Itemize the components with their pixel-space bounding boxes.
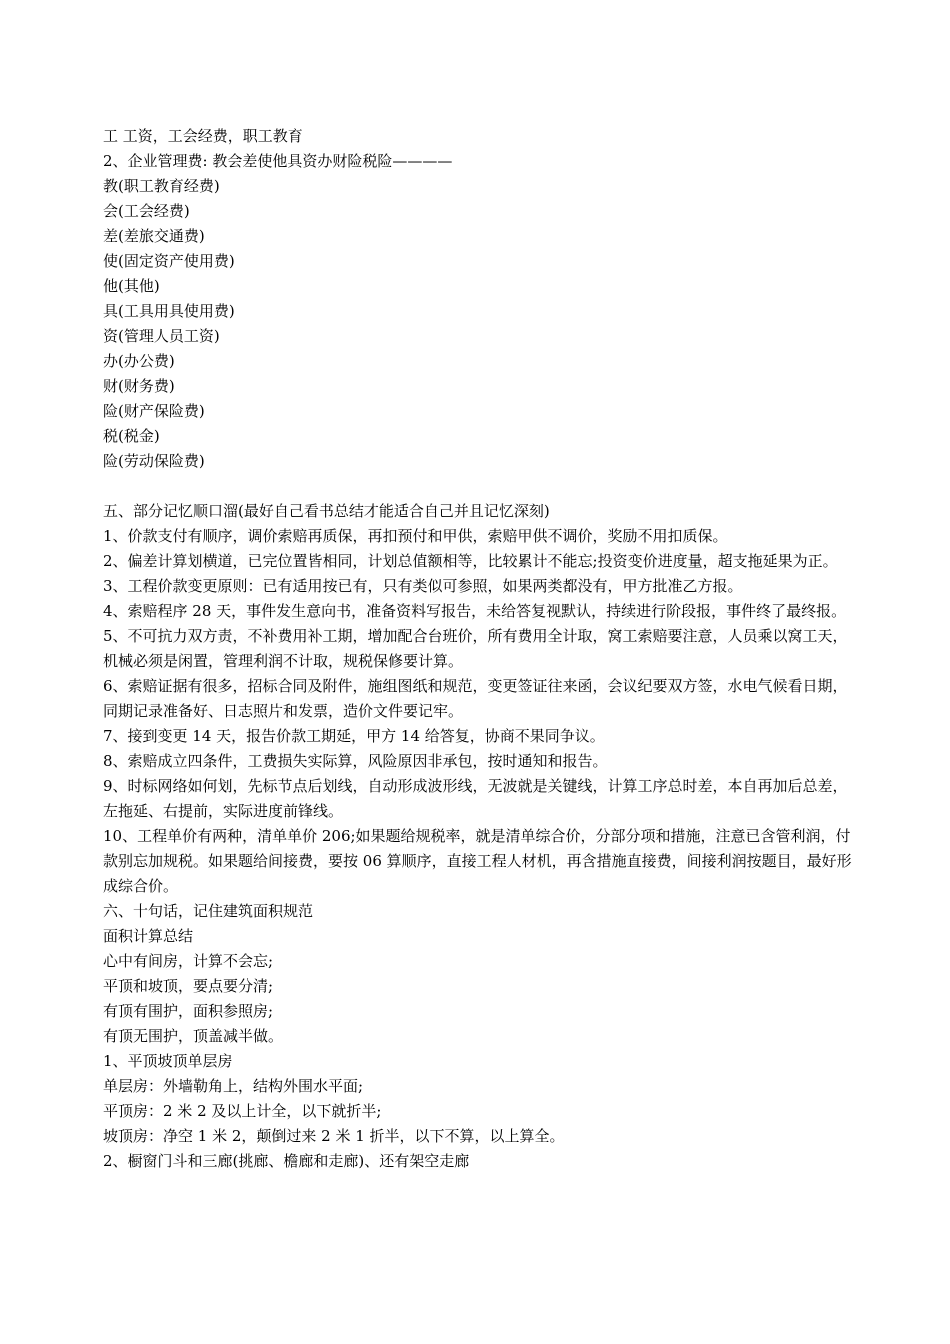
- document-page: [103, 124, 853, 1174]
- text-line: 差(差旅交通费): [103, 227, 205, 245]
- text-line: 6、索赔证据有很多，招标合同及附件，施组图纸和规范，变更签证往来函，会议纪要双方签，水电气候看日期，同期记录准备好、日志照片和发票，造价文件要记牢。: [103, 677, 848, 720]
- text-line: 单层房：外墙勒角上，结构外围水平面;: [103, 1077, 364, 1095]
- text-line: 3、工程价款变更原则：已有适用按已有，只有类似可参照，如果两类都没有，甲方批准乙方报。: [103, 577, 743, 595]
- text-line: 有顶无围护，顶盖减半做。: [103, 1027, 284, 1045]
- text-line: 平顶房：2 米 2 及以上计全，以下就折半;: [103, 1102, 382, 1120]
- text-line: 2、偏差计算划横道，已完位置皆相同，计划总值额相等，比较累计不能忘;投资变价进度量，超支拖延果为正。: [103, 552, 838, 570]
- text-line: 具(工具用具使用费): [103, 302, 235, 320]
- text-line: 财(财务费): [103, 377, 175, 395]
- text-line: 1、平顶坡顶单层房: [103, 1052, 233, 1070]
- blank-line: [103, 474, 853, 499]
- text-line: 1、价款支付有顺序，调价索赔再质保，再扣预付和甲供，索赔甲供不调价，奖励不用扣质保。: [103, 527, 728, 545]
- text-line: 面积计算总结: [103, 927, 194, 945]
- text-line: 工 工资，工会经费，职工教育: [103, 127, 303, 145]
- text-line: 7、接到变更 14 天，报告价款工期延，甲方 14 给答复，协商不果同争议。: [103, 727, 605, 745]
- text-line: 险(财产保险费): [103, 402, 205, 420]
- text-line: 险(劳动保险费): [103, 452, 205, 470]
- text-line: 坡顶房：净空 1 米 2，颠倒过来 2 米 1 折半，以下不算，以上算全。: [103, 1127, 565, 1145]
- text-line: 4、索赔程序 28 天，事件发生意向书，准备资料写报告，未给答复视默认，持续进行阶段报，事件终了最终报。: [103, 602, 847, 620]
- text-line: 2、橱窗门斗和三廊(挑廊、檐廊和走廊)、还有架空走廊: [103, 1152, 470, 1170]
- text-line: 2、企业管理费: 教会差使他具资办财险税险————: [103, 152, 453, 170]
- text-line: 会(工会经费): [103, 202, 190, 220]
- section-heading: 六、十句话，记住建筑面积规范: [103, 902, 314, 920]
- section-heading: 五、部分记忆顺口溜(最好自己看书总结才能适合自己并且记忆深刻): [103, 502, 550, 520]
- text-line: 5、不可抗力双方责，不补费用补工期，增加配合台班价，所有费用全计取，窝工索赔要注意，人员乘以窝工天，机械必须是闲置，管理利润不计取，规税保修要计算。: [103, 627, 848, 670]
- text-line: 资(管理人员工资): [103, 327, 220, 345]
- text-line: 办(办公费): [103, 352, 175, 370]
- text-line: 平顶和坡顶，要点要分清;: [103, 977, 274, 995]
- text-line: 税(税金): [103, 427, 160, 445]
- text-line: 9、时标网络如何划，先标节点后划线，自动形成波形线，无波就是关键线，计算工序总时差，本自再加后总差，左拖延、右提前，实际进度前锋线。: [103, 777, 848, 820]
- text-line: 10、工程单价有两种，清单单价 206;如果题给规税率，就是清单综合价，分部分项和措施，注意已含管利润，付款别忘加规税。如果题给间接费，要按 06 算顺序，直接工程人材机，再含措施直接费，间接利润按题目，最好形成综合价。: [103, 827, 852, 895]
- text-line: 他(其他): [103, 277, 160, 295]
- text-line: 心中有间房，计算不会忘;: [103, 952, 274, 970]
- text-line: 有顶有围护，面积参照房;: [103, 1002, 274, 1020]
- text-line: 使(固定资产使用费): [103, 252, 235, 270]
- text-line: 教(职工教育经费): [103, 177, 220, 195]
- text-line: 8、索赔成立四条件，工费损失实际算，风险原因非承包，按时通知和报告。: [103, 752, 608, 770]
